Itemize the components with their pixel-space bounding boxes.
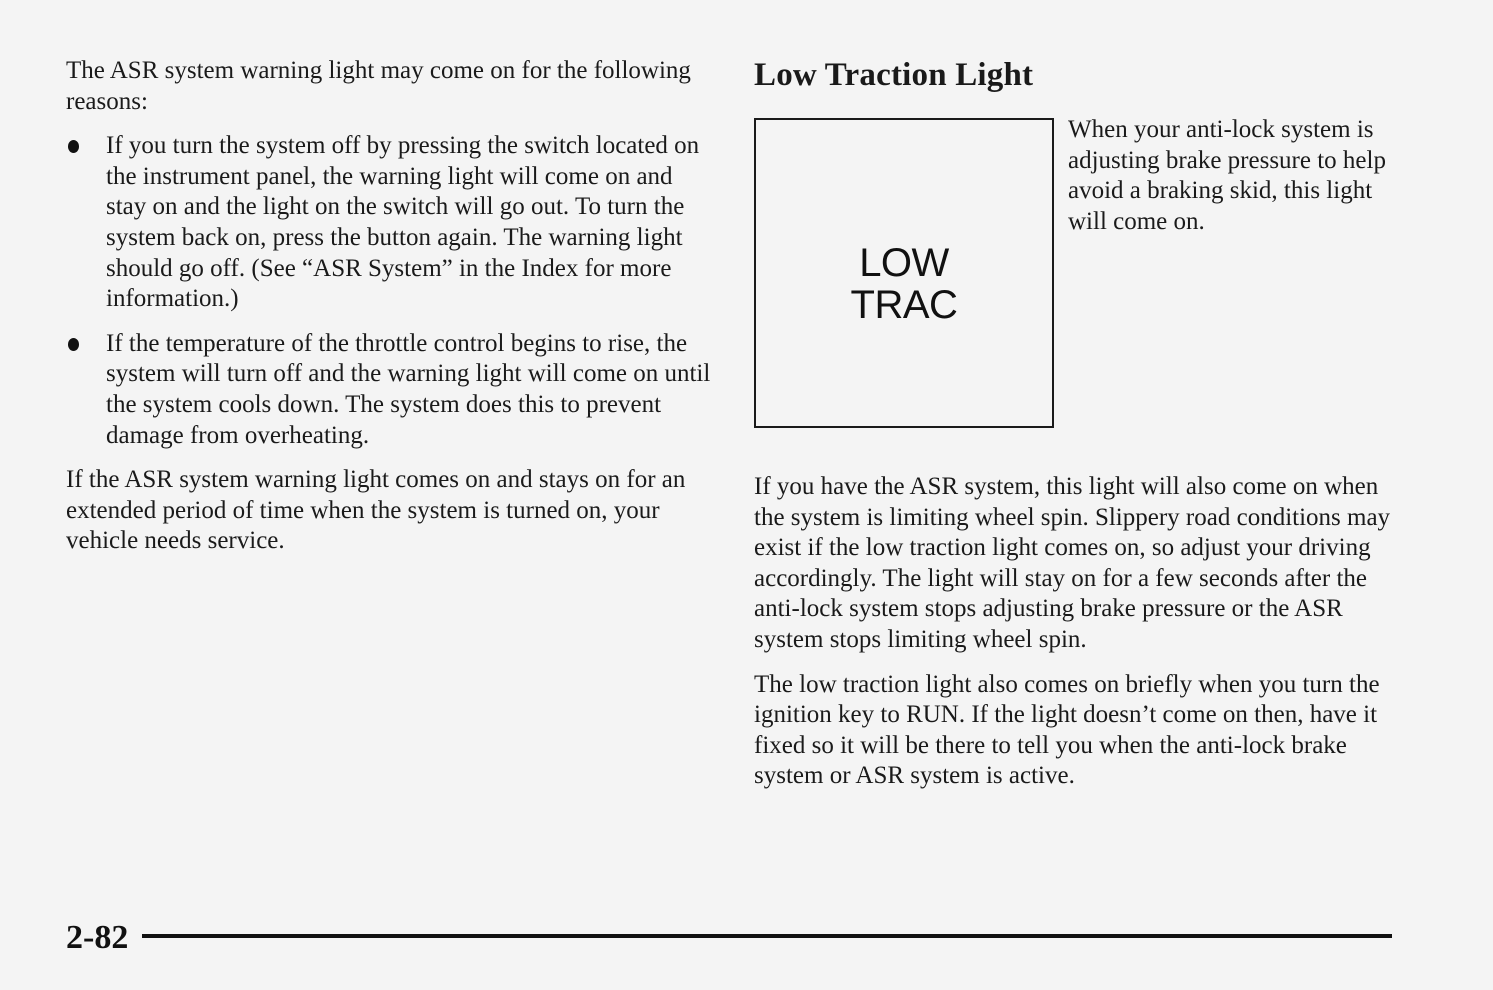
list-item-text: If the temperature of the throttle control begins to rise, the system will turn off and the warning light will come on until the system cools down. The system does this to prevent damage from overheating. [106,329,711,449]
page-footer [66,916,1392,960]
indicator-line-2: TRAC [850,283,958,327]
section-heading: Low Traction Light [754,57,1034,93]
bullet-icon [68,338,79,351]
bullet-icon [68,140,79,153]
indicator-label [756,242,1052,326]
indicator-caption: When your anti-lock system is adjusting brake pressure to help avoid a braking skid, this light will come on. [1068,116,1386,235]
asr-paragraph: If you have the ASR system, this light will also come on when the system is limiting wheel spin. Slippery road conditions may exist if the low traction light comes on, so adjust your driving accordingly. The light will stay on for a few seconds after the anti-lock system stops adjusting brake pressure or the ASR system stops limiting wheel spin. [754,473,1391,653]
closing-paragraph: If the ASR system warning light comes on and stays on for an extended period of time when the system is turned on, your vehicle needs service. [66,466,686,555]
left-column [66,56,716,557]
ignition-paragraph: The low traction light also comes on briefly when you turn the ignition key to RUN. If the light doesn’t come on then, have it fixed so it will be there to tell you when the anti-lock brake system or ASR system is active. [754,670,1380,790]
footer-rule [142,934,1392,938]
low-trac-indicator-icon [754,118,1054,428]
list-item [66,131,716,315]
page-number: 2-82 [66,919,129,956]
right-column [754,56,1404,792]
indicator-line-1: LOW [859,241,949,285]
list-item-text: If you turn the system off by pressing the switch located on the instrument panel, the warning light will come on and stay on and the light on the switch will go out. To turn the system back on, press the button again. The warning light should go off. (See “ASR System” in the Index for more information.) [106,132,700,313]
reasons-list [66,131,716,451]
indicator-row [754,118,1404,428]
list-item [66,329,716,451]
intro-paragraph: The ASR system warning light may come on for the following reasons: [66,57,691,115]
